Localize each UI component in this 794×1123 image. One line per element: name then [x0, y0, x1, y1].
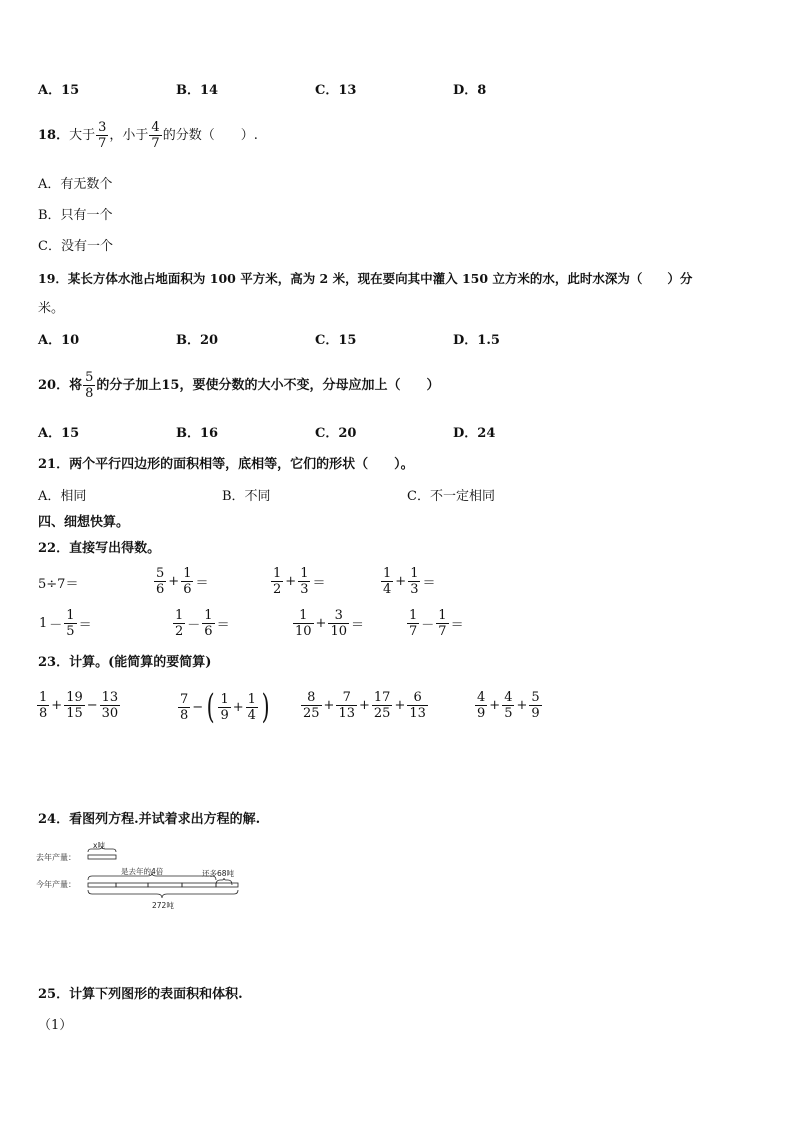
- question-18: [38, 120, 258, 151]
- q18-text-3: 的分数（ ）.: [162, 127, 258, 143]
- q22-e5-lead: 1: [39, 616, 48, 631]
- diagram-bar-seg-1: [88, 883, 116, 887]
- q20-option-c: C．20: [315, 426, 357, 441]
- q22-e7-b-den: 10: [330, 624, 347, 639]
- q23-c2-a-num: 7: [180, 691, 189, 707]
- q23-c4-a-den: 9: [477, 706, 486, 721]
- q18-option-a: A．有无数个: [38, 177, 113, 192]
- q23-c2-left-paren: (: [206, 687, 215, 727]
- q19-option-d: D．1.5: [453, 333, 500, 348]
- q22-expr-7: [292, 608, 365, 639]
- q22-expr-5: [38, 608, 93, 639]
- q21-option-b: B．不同: [222, 489, 271, 504]
- diagram-total-label: 272吨: [152, 901, 174, 910]
- q23-c1-op2: −: [86, 698, 98, 713]
- q22-e7-a-den: 10: [295, 624, 312, 639]
- q23-c2-b-den: 9: [220, 707, 229, 723]
- q22-e6-op: －: [187, 618, 201, 633]
- diagram-more-label: 还多68吨: [202, 869, 235, 878]
- q23-c3-a-num: 8: [307, 690, 316, 705]
- q22-e7-a-num: 1: [299, 608, 308, 623]
- q22-e4-a-num: 1: [383, 566, 392, 581]
- diagram-bar-extra: [216, 883, 238, 887]
- q22-e5-b-num: 1: [66, 608, 75, 623]
- q25-title: 25．计算下列图形的表面积和体积.: [38, 987, 243, 1002]
- q18-text-1: 大于: [69, 127, 96, 143]
- q22-e2-b-num: 1: [183, 566, 192, 581]
- q23-c3-op1: +: [323, 698, 335, 713]
- q23-calc-1: [36, 690, 121, 721]
- q23-c1-c-den: 30: [101, 706, 119, 721]
- q23-c2-op2: +: [232, 699, 244, 715]
- q20-option-d: D．24: [453, 426, 496, 441]
- q23-c2-right-paren: ): [261, 687, 270, 727]
- q22-e3-op: +: [285, 574, 297, 589]
- q22-e4-b-num: 1: [410, 566, 419, 581]
- q17-option-d: D．8: [453, 83, 487, 98]
- q22-expr-1: [38, 576, 78, 594]
- q19-line-1: 19．某长方体水池占地面积为 100 平方米，高为 2 米，现在要向其中灌入 150 立方米的水，此时水深为（ ）分: [38, 271, 693, 286]
- q23-c2-a-den: 8: [180, 707, 189, 723]
- q22-e8-b-den: 7: [438, 624, 447, 639]
- q23-calc-2: [177, 687, 272, 727]
- diagram-this-year-label: 今年产量：: [36, 880, 76, 889]
- q22-e8-eq: ＝: [450, 618, 464, 633]
- q19-option-a: A．10: [38, 333, 80, 348]
- q18-option-b: B．只有一个: [38, 208, 113, 223]
- q23-c4-b-num: 4: [504, 690, 513, 705]
- q23-c3-a-den: 25: [303, 706, 320, 721]
- q22-expr-8: [406, 608, 465, 639]
- diagram-bar-seg-2: [116, 883, 148, 887]
- q18-fraction-2: [149, 120, 161, 151]
- q22-e5-b-den: 5: [66, 624, 75, 639]
- q23-c4-c-num: 5: [531, 690, 540, 705]
- q23-c3-d-num: 6: [413, 690, 422, 705]
- q22-e5-eq: ＝: [78, 618, 92, 633]
- q23-c3-c-den: 25: [373, 706, 391, 721]
- q23-c2-op1: −: [192, 699, 204, 715]
- q17-option-b: B．14: [176, 83, 219, 98]
- q23-c3-b-den: 13: [338, 706, 355, 721]
- q22-expr-3: [270, 566, 326, 597]
- q22-e4-eq: ＝: [422, 576, 436, 591]
- q23-c4-op2: +: [516, 698, 528, 713]
- q23-c3-c-num: 17: [373, 690, 391, 705]
- q18-f2-num: 4: [151, 120, 160, 135]
- q23-c3-op2: +: [359, 698, 370, 713]
- q23-c2-c-num: 1: [247, 691, 256, 707]
- q22-expr-2: [153, 566, 209, 597]
- q20-number: 20．将: [38, 377, 83, 393]
- q20-f-den: 8: [85, 386, 94, 401]
- q22-e5-op: －: [49, 618, 63, 633]
- q23-c4-b-den: 5: [504, 706, 513, 721]
- q22-e6-eq: ＝: [216, 618, 230, 633]
- q22-e8-a-den: 7: [409, 624, 418, 639]
- q23-c3-b-num: 7: [342, 690, 351, 705]
- q23-c4-c-den: 9: [531, 706, 540, 721]
- q23-c2-b-num: 1: [220, 691, 229, 707]
- q22-e8-b-num: 1: [438, 608, 447, 623]
- q24-title: 24．看图列方程.并试着求出方程的解.: [38, 812, 261, 827]
- q22-e4-a-den: 4: [383, 582, 392, 597]
- q22-e7-op: +: [315, 616, 327, 631]
- q22-expr-6: [172, 608, 231, 639]
- q22-e4-op: +: [395, 574, 407, 589]
- q17-option-c: C．13: [315, 83, 357, 98]
- q24-line-diagram: [36, 838, 256, 916]
- q23-c4-a-num: 4: [477, 690, 486, 705]
- q20-option-a: A．15: [38, 426, 80, 441]
- q22-e2-op: +: [168, 574, 180, 589]
- diagram-last-year-label: 去年产量：: [36, 853, 76, 862]
- q22-e8-a-num: 1: [409, 608, 418, 623]
- q19-option-b: B．20: [176, 333, 219, 348]
- q23-c3-op3: +: [394, 698, 406, 713]
- diagram-x-label: x吨: [93, 841, 105, 850]
- q22-e2-eq: ＝: [195, 576, 209, 591]
- q22-e6-a-den: 2: [175, 624, 184, 639]
- q17-option-a: A．15: [38, 83, 80, 98]
- q22-e4-b-den: 3: [410, 582, 419, 597]
- q21-option-a: A．相同: [38, 489, 87, 504]
- q23-calc-4: [474, 690, 543, 721]
- q19-option-c: C．15: [315, 333, 357, 348]
- q22-title: 22．直接写出得数。: [38, 541, 161, 556]
- q21-text: 21．两个平行四边形的面积相等，底相等，它们的形状（ ）。: [38, 457, 414, 472]
- q23-c1-b-den: 15: [66, 706, 83, 721]
- q25-sub-1: （1）: [38, 1018, 73, 1033]
- diagram-more-brace: [216, 878, 232, 885]
- q18-option-c: C．没有一个: [38, 239, 113, 254]
- q22-e3-b-den: 3: [300, 582, 309, 597]
- q18-f2-den: 7: [151, 136, 160, 151]
- q23-c2-c-den: 4: [247, 707, 256, 723]
- q22-e6-a-num: 1: [175, 608, 184, 623]
- q23-c3-d-den: 13: [409, 706, 426, 721]
- q22-e7-b-num: 3: [334, 608, 343, 623]
- q22-e2-b-den: 6: [183, 582, 192, 597]
- diagram-total-brace: [88, 890, 238, 898]
- question-20: [38, 370, 439, 401]
- q23-c1-c-num: 13: [101, 690, 119, 705]
- q22-e6-b-num: 1: [204, 608, 213, 623]
- q18-text-2: ，小于: [109, 127, 149, 143]
- q23-calc-3: [300, 690, 429, 721]
- diagram-times-label: 是去年的4倍: [121, 867, 164, 876]
- q21-option-c: C．不一定相同: [407, 489, 495, 504]
- q22-e3-a-den: 2: [273, 582, 282, 597]
- q22-e3-eq: ＝: [312, 576, 326, 591]
- diagram-bar-seg-3: [148, 883, 182, 887]
- q22-e2-a-num: 5: [156, 566, 165, 581]
- q22-e1-eq: ＝: [65, 577, 79, 592]
- q18-f1-num: 3: [98, 120, 107, 135]
- q22-e3-b-num: 1: [300, 566, 309, 581]
- q23-c1-op1: +: [51, 698, 63, 713]
- q22-e6-b-den: 6: [204, 624, 213, 639]
- q22-expr-4: [380, 566, 436, 597]
- diagram-last-year-bar: [88, 855, 116, 859]
- q20-option-b: B．16: [176, 426, 219, 441]
- q22-e7-eq: ＝: [351, 618, 365, 633]
- q18-number: 18．: [38, 127, 70, 143]
- q23-c1-b-num: 19: [66, 690, 83, 705]
- q18-f1-den: 7: [98, 136, 107, 151]
- q23-title: 23．计算。(能简算的要简算): [38, 655, 212, 670]
- diagram-times-brace: [88, 873, 216, 880]
- q20-fraction: [83, 370, 95, 401]
- diagram-bar-seg-4: [182, 883, 216, 887]
- q22-e1-lhs: 5÷7: [38, 577, 66, 592]
- q23-c1-a-den: 8: [39, 706, 48, 721]
- q20-f-num: 5: [85, 370, 94, 385]
- q22-e2-a-den: 6: [156, 582, 165, 597]
- q20-text: 的分子加上15，要使分数的大小不变，分母应加上（ ）: [96, 377, 440, 393]
- q22-e8-op: －: [421, 618, 435, 633]
- q19-line-2: 米。: [38, 301, 65, 316]
- q18-fraction-1: [96, 120, 108, 151]
- q22-e3-a-num: 1: [273, 566, 282, 581]
- q23-c4-op1: +: [489, 698, 501, 713]
- section-4-title: 四、细想快算。: [38, 515, 130, 530]
- q23-c1-a-num: 1: [39, 690, 48, 705]
